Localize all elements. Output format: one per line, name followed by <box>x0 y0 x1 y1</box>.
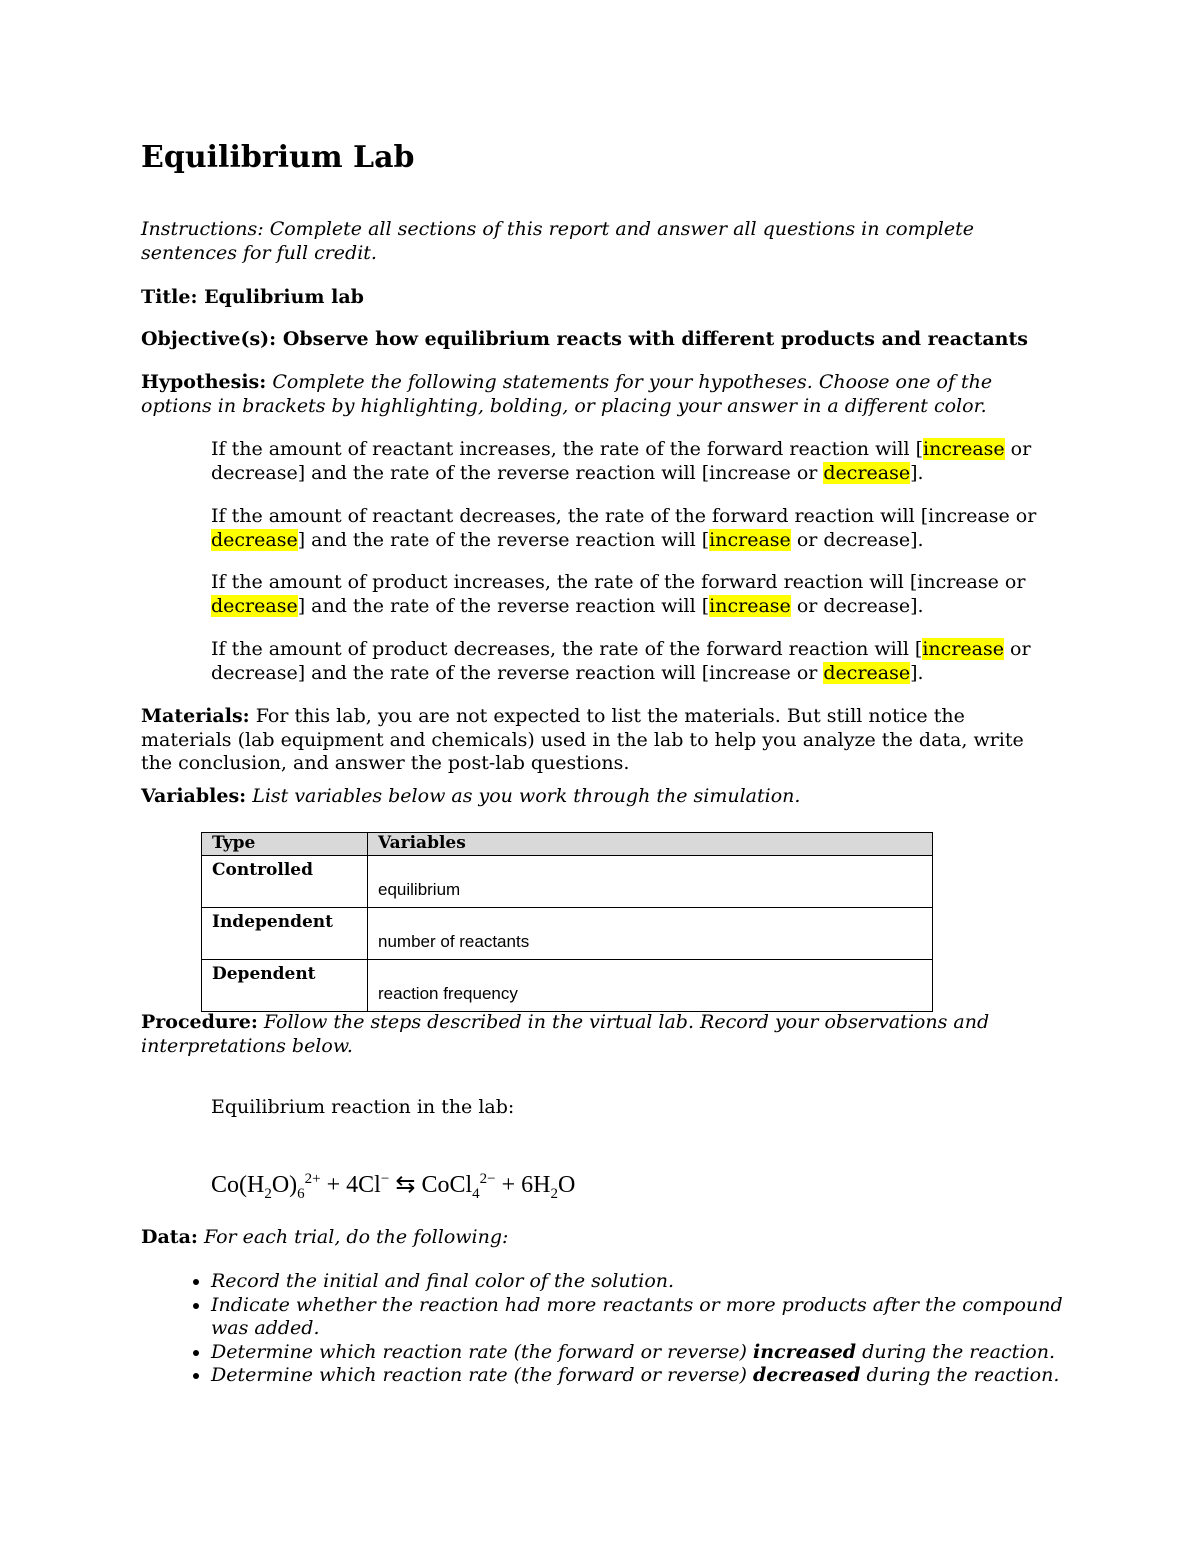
eq-part: + 6H <box>495 1172 551 1198</box>
eq-part: O) <box>271 1172 298 1198</box>
title-line <box>141 286 1051 310</box>
eq-subscript: 2 <box>264 1185 272 1202</box>
row-value: reaction frequency <box>378 984 518 1003</box>
variables-paragraph <box>141 785 1051 809</box>
variables-text: List variables below as you work through the simulation. <box>252 785 801 807</box>
row-value: number of reactants <box>378 932 530 951</box>
list-item-bold: increased <box>753 1340 857 1363</box>
data-bullet-list <box>171 1270 1091 1388</box>
list-item-text: during the reaction. <box>860 1364 1060 1386</box>
procedure-label: Procedure: <box>141 1011 258 1033</box>
forward-option-increase: increase <box>922 638 1004 660</box>
hypothesis-paragraph <box>141 371 1051 418</box>
eq-charge: 2− <box>479 1171 496 1187</box>
option-separator: or <box>790 661 824 684</box>
eq-subscript: 4 <box>472 1185 480 1202</box>
instructions-text: Complete all sections of this report and answer all questions in complete sentences for full credit. <box>141 218 974 264</box>
title-label: Title: <box>141 286 198 308</box>
forward-option-increase: increase <box>917 571 999 593</box>
data-label: Data: <box>141 1226 198 1248</box>
list-item-bold: decreased <box>753 1364 861 1386</box>
row-value-cell[interactable] <box>368 960 933 1012</box>
statement-end: ]. <box>910 528 924 551</box>
table-row <box>202 856 933 908</box>
objective-value: Observe how equilibrium reacts with different products and reactants <box>282 328 1028 350</box>
reverse-option-decrease: decrease <box>823 461 911 484</box>
list-item <box>211 1364 1091 1388</box>
materials-text: For this lab, you are not expected to list the materials. But still notice the materials (lab equipment and chemicals) used in the lab to help you analyze the data, write the conclusion, and answer the post-lab questions. <box>141 705 1024 774</box>
variables-table <box>201 832 933 1012</box>
table-row <box>202 960 933 1012</box>
statement-lead: If the amount of reactant increases, the rate of the forward reaction will [ <box>211 438 924 460</box>
title-value: Equlibrium lab <box>204 286 364 308</box>
materials-paragraph <box>141 705 1051 776</box>
reverse-option-decrease: decrease <box>823 594 911 617</box>
eq-subscript: 6 <box>297 1185 305 1202</box>
data-paragraph <box>141 1226 1051 1250</box>
option-separator: or <box>998 571 1026 593</box>
list-item <box>211 1270 1091 1294</box>
statement-end: ]. <box>910 594 924 617</box>
reverse-option-increase: increase <box>709 461 791 484</box>
equilibrium-reaction-label: Equilibrium reaction in the lab: <box>211 1096 515 1118</box>
materials-label: Materials: <box>141 705 250 727</box>
instructions-paragraph <box>141 218 1051 265</box>
statement-lead: If the amount of product increases, the rate of the forward reaction will [ <box>211 571 918 593</box>
option-separator: or <box>1009 505 1037 527</box>
chemical-equation <box>211 1170 575 1203</box>
list-item-text: Determine which reaction rate (the forward or reverse) <box>211 1340 753 1363</box>
equilibrium-arrow-icon: ⇆ <box>389 1172 422 1198</box>
row-value-cell[interactable] <box>368 856 933 908</box>
objective-line <box>141 328 1051 352</box>
reverse-option-increase: increase <box>709 594 791 617</box>
statement-middle: ] and the rate of the reverse reaction will [ <box>297 461 710 484</box>
forward-option-increase: increase <box>923 438 1005 460</box>
eq-subscript: 2 <box>550 1185 558 1202</box>
statement-middle: ] and the rate of the reverse reaction will [ <box>297 661 710 684</box>
reverse-option-increase: increase <box>709 528 791 551</box>
forward-option-decrease: decrease <box>211 594 298 617</box>
list-item-text: Indicate whether the reaction had more reactants or more products after the compound was added. <box>211 1293 1063 1339</box>
eq-charge: − <box>380 1171 390 1187</box>
statement-middle: ] and the rate of the reverse reaction will [ <box>297 528 710 551</box>
list-item <box>211 1341 1091 1365</box>
table-header-type: Type <box>202 833 368 856</box>
table-row <box>202 908 933 960</box>
statement-end: ]. <box>910 461 924 484</box>
hypothesis-text: Complete the following statements for your hypotheses. Choose one of the options in brackets by highlighting, bolding, or placing your answer in a different color. <box>141 371 993 417</box>
statement-middle: ] and the rate of the reverse reaction will [ <box>297 594 710 617</box>
reverse-option-decrease: decrease <box>823 528 911 551</box>
hypothesis-statement <box>211 505 1051 552</box>
list-item-text: Determine which reaction rate (the forward or reverse) <box>211 1364 753 1386</box>
procedure-paragraph <box>141 1011 1051 1058</box>
objective-label: Objective(s): <box>141 328 277 350</box>
hypothesis-label: Hypothesis: <box>141 371 267 393</box>
forward-option-decrease: decrease <box>211 661 298 684</box>
reverse-option-decrease: decrease <box>823 661 911 684</box>
row-type-label: Dependent <box>202 960 368 1012</box>
forward-option-increase: increase <box>928 505 1010 527</box>
list-item-text: during the reaction. <box>856 1340 1056 1363</box>
document-title: Equilibrium Lab <box>141 140 415 175</box>
data-text: For each trial, do the following: <box>203 1226 509 1248</box>
instructions-label: Instructions: <box>141 218 264 240</box>
table-header-variables: Variables <box>368 833 933 856</box>
forward-option-decrease: decrease <box>211 528 298 551</box>
list-item-text: Record the initial and final color of the solution. <box>211 1270 675 1292</box>
statement-lead: If the amount of product decreases, the rate of the forward reaction will [ <box>211 638 923 660</box>
hypothesis-statement <box>211 438 1051 485</box>
hypothesis-statement <box>211 638 1051 685</box>
eq-part: O <box>557 1172 576 1198</box>
eq-part: + 4Cl <box>320 1172 381 1198</box>
hypothesis-statement <box>211 571 1051 618</box>
eq-part: CoCl <box>421 1172 473 1198</box>
variables-label: Variables: <box>141 785 247 807</box>
list-item <box>211 1294 1091 1341</box>
statement-end: ]. <box>910 661 924 684</box>
eq-part: Co(H <box>211 1172 265 1198</box>
option-separator: or <box>790 461 824 484</box>
option-separator: or <box>1003 638 1031 660</box>
statement-lead: If the amount of reactant decreases, the rate of the forward reaction will [ <box>211 505 929 527</box>
row-value-cell[interactable] <box>368 908 933 960</box>
table-header-row <box>202 833 933 856</box>
option-separator: or <box>790 528 824 551</box>
row-type-label: Controlled <box>202 856 368 908</box>
reverse-option-increase: increase <box>709 661 791 684</box>
eq-charge: 2+ <box>304 1171 321 1187</box>
option-separator: or <box>1004 438 1032 460</box>
procedure-text: Follow the steps described in the virtual lab. Record your observations and interpretations below. <box>141 1011 990 1057</box>
forward-option-decrease: decrease <box>211 461 298 484</box>
row-value: equilibrium <box>378 880 461 899</box>
row-type-label: Independent <box>202 908 368 960</box>
option-separator: or <box>790 594 824 617</box>
